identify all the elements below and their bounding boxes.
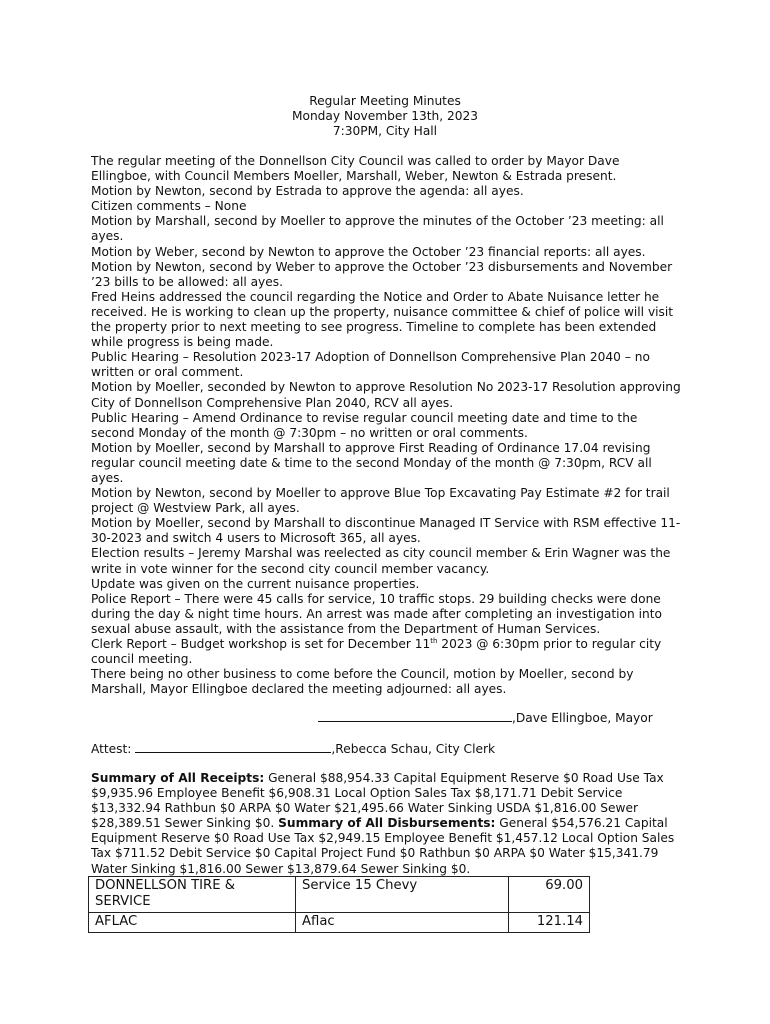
mayor-signature-name: ,Dave Ellingboe, Mayor [512, 711, 653, 725]
minutes-body [91, 154, 681, 697]
table-row [89, 913, 590, 933]
receipts-text: General $88,954.33 Capital Equipment Reserve $0 Road Use Tax $9,935.96 Employee Benefit $6,908.31 Local Option Sales Tax $8,171.71 Debit Service $13,332.94 Rathbun $0 ARPA $0 Water $21,495.66 Water Sinking USDA $1,816.00 Sewer $28,389.51 Sewer Sinking $0. [91, 771, 664, 831]
minutes-paragraph: Public Hearing – Resolution 2023-17 Adoption of Donnellson Comprehensive Plan 2040 – no written or oral comment. [91, 350, 650, 380]
description-cell: Service 15 Chevy [296, 877, 509, 913]
minutes-paragraph: Motion by Moeller, second by Marshall to approve First Reading of Ordinance 17.04 revising regular council meeting date & time to the second Monday of the month @ 7:30pm, RCV all ayes. [91, 440, 652, 485]
minutes-paragraph: Motion by Marshall, second by Moeller to approve the minutes of the October ’23 meeting: all ayes. [91, 214, 664, 244]
minutes-paragraph: Motion by Weber, second by Newton to approve the October ’23 financial reports: all ayes. [91, 244, 646, 259]
minutes-paragraph: Motion by Newton, second by Moeller to approve Blue Top Excavating Pay Estimate #2 for trail project @ Westview Park, all ayes. [91, 486, 670, 516]
receipts-label: Summary of All Receipts: [91, 771, 265, 785]
disbursements-label: Summary of All Disbursements: [278, 816, 496, 831]
amount-cell: 69.00 [509, 877, 590, 913]
mayor-signature [318, 710, 653, 726]
clerk-report: Clerk Report – Budget workshop is set for December 11th 2023 @ 6:30pm prior to regular city council meeting. [91, 636, 662, 667]
minutes-paragraph: Motion by Moeller, second by Marshall to discontinue Managed IT Service with RSM effective 11-30-2023 and switch 4 users to Microsoft 365, all ayes. [91, 516, 681, 546]
table-row [89, 877, 590, 913]
minutes-paragraph: Update was given on the current nuisance properties. [91, 576, 420, 591]
amount-cell: 121.14 [509, 913, 590, 933]
minutes-paragraph: Election results – Jeremy Marshal was reelected as city council member & Erin Wagner was the write in vote winner for the second city council member vacancy. [91, 546, 671, 576]
minutes-paragraph: Citizen comments – None [91, 199, 247, 214]
attest-line [91, 741, 495, 757]
vendor-cell: AFLAC [89, 913, 296, 933]
vendor-cell: DONNELLSON TIRE & SERVICE [89, 877, 296, 913]
document-title: Regular Meeting Minutes [309, 94, 461, 108]
document-header [0, 94, 770, 139]
disbursements-table [88, 876, 590, 933]
minutes-paragraph: Police Report – There were 45 calls for service, 10 traffic stops. 29 building checks were done during the day & night time hours. An arrest was made after completing an investigation into sexual abuse assault, with the assistance from the Department of Human Services. [91, 591, 662, 636]
meeting-date: Monday November 13th, 2023 [291, 109, 479, 123]
clerk-signature-name: ,Rebecca Schau, City Clerk [331, 742, 496, 756]
signature-line [318, 710, 512, 722]
attest-label: Attest: [91, 742, 132, 756]
minutes-paragraph: The regular meeting of the Donnellson City Council was called to order by Mayor Dave Ellingboe, with Council Members Moeller, Marshall, Weber, Newton & Estrada present. [91, 154, 620, 184]
minutes-paragraph: Public Hearing – Amend Ordinance to revise regular council meeting date and time to the second Monday of the month @ 7:30pm – no written or oral comments. [91, 410, 638, 440]
meeting-time-place: 7:30PM, City Hall [332, 124, 438, 138]
minutes-paragraph: Motion by Moeller, seconded by Newton to approve Resolution No 2023-17 Resolution approving City of Donnellson Comprehensive Plan 2040, RCV all ayes. [91, 380, 681, 410]
minutes-paragraph: Motion by Newton, second by Weber to approve the October ’23 disbursements and November ’23 bills to be allowed: all ayes. [91, 259, 673, 289]
minutes-paragraph: Motion by Newton, second by Estrada to approve the agenda: all ayes. [91, 184, 524, 199]
description-cell: Aflac [296, 913, 509, 933]
financial-summary [91, 771, 676, 877]
minutes-paragraph: Fred Heins addressed the council regarding the Notice and Order to Abate Nuisance letter he received. He is working to clean up the property, nuisance committee & chief of police will visit the property prior to next meeting to see progress. Timeline to complete has been extended while progress is being made. [91, 289, 674, 350]
disbursements-text: General $54,576.21 Capital Equipment Reserve $0 Road Use Tax $2,949.15 Employee Benefit $1,457.12 Local Option Sales Tax $711.52 Debit Service $0 Capital Project Fund $0 Rathbun $0 ARPA $0 Water $15,341.79 Water Sinking $1,816.00 Sewer $13,879.64 Sewer Sinking $0. [91, 816, 675, 876]
closing-paragraph: There being no other business to come before the Council, motion by Moeller, second by Marshall, Mayor Ellingboe declared the meeting adjourned: all ayes. [91, 667, 634, 697]
signature-line [135, 741, 331, 753]
